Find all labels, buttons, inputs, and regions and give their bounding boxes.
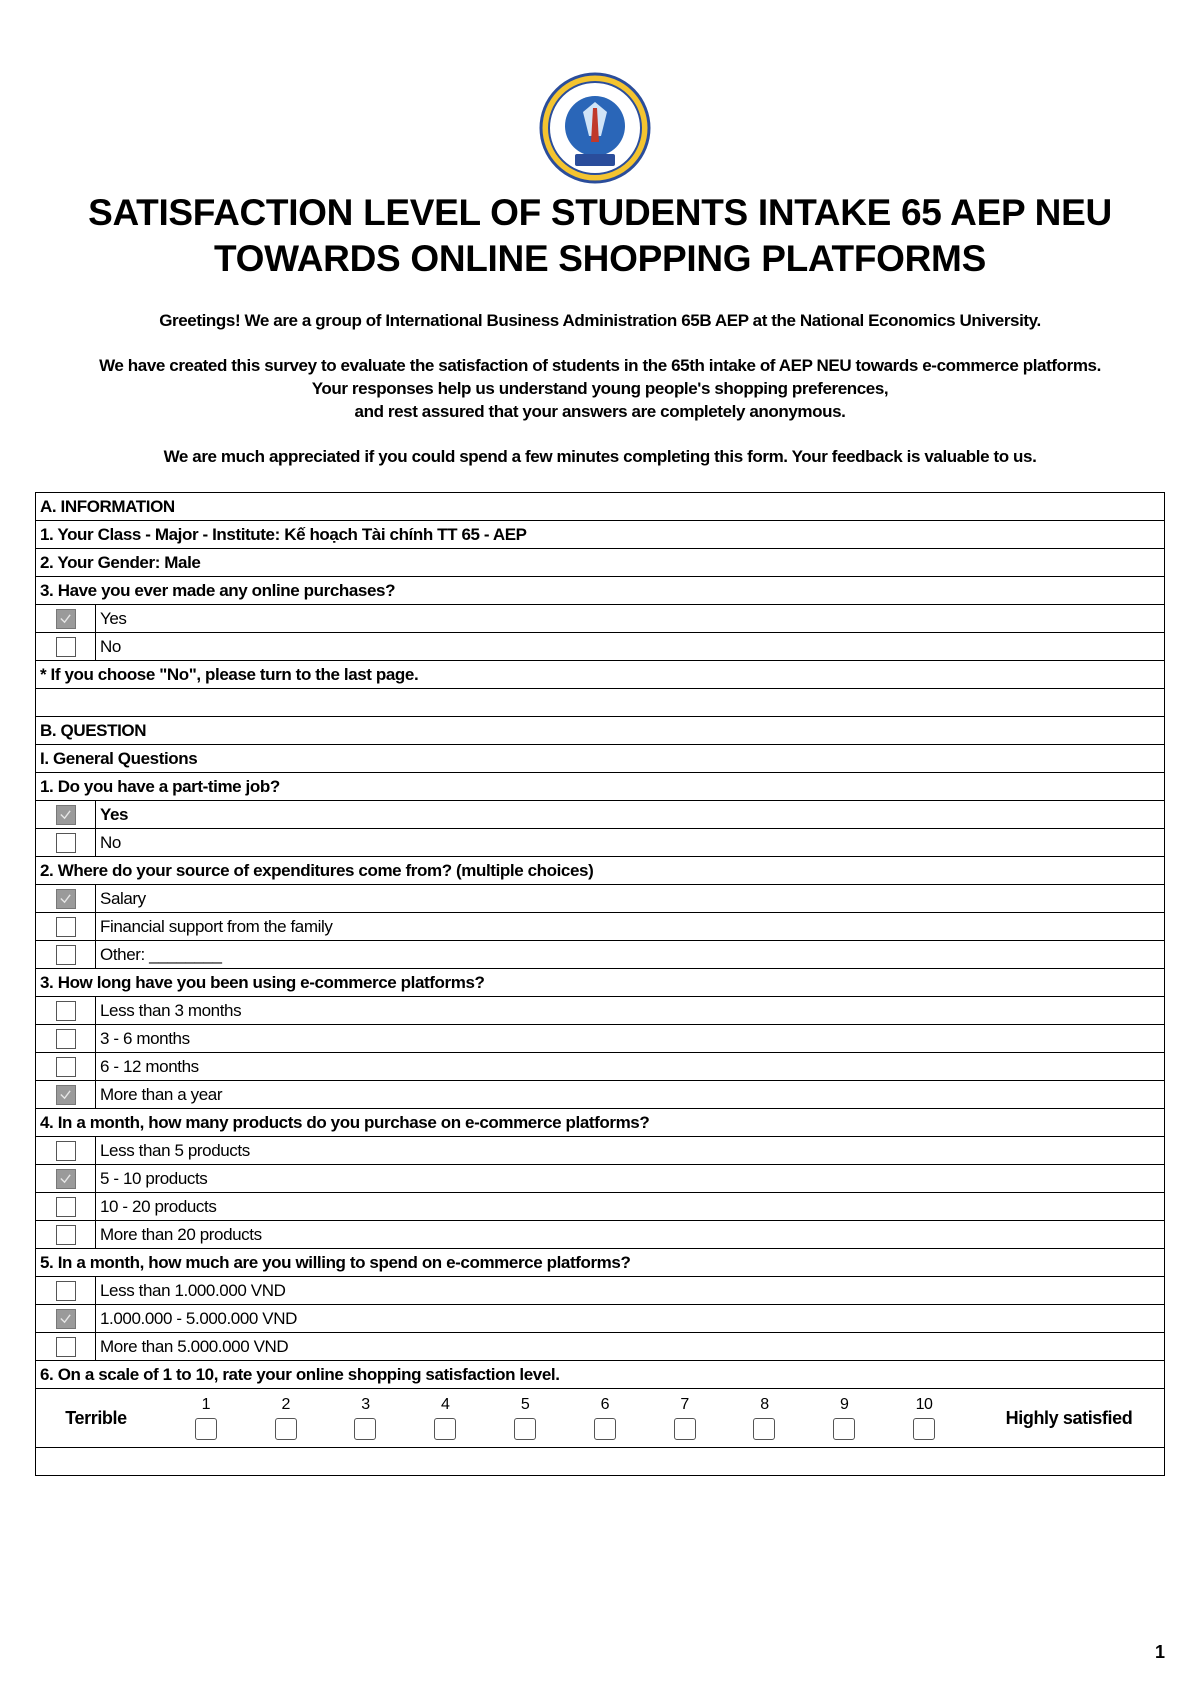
- scale-number: 3: [361, 1396, 370, 1413]
- checkbox[interactable]: [56, 1225, 76, 1245]
- option-row: [36, 1221, 1165, 1249]
- survey-form-table: [35, 492, 1165, 1476]
- option-row: [36, 997, 1165, 1025]
- checkbox[interactable]: [56, 637, 76, 657]
- option-label: 10 - 20 products: [96, 1193, 1165, 1221]
- checkbox[interactable]: [56, 945, 76, 965]
- option-row: [36, 1193, 1165, 1221]
- checkbox[interactable]: [56, 609, 76, 629]
- option-row: [36, 1053, 1165, 1081]
- option-row: [36, 633, 1165, 661]
- checkbox[interactable]: [833, 1418, 855, 1440]
- option-label: No: [96, 829, 1165, 857]
- checkbox[interactable]: [56, 1001, 76, 1021]
- option-row: [36, 605, 1165, 633]
- checkbox[interactable]: [56, 1029, 76, 1049]
- blank-row: [36, 1448, 1165, 1476]
- title-line-2: TOWARDS ONLINE SHOPPING PLATFORMS: [214, 238, 986, 279]
- checkbox[interactable]: [56, 1057, 76, 1077]
- option-row: [36, 801, 1165, 829]
- rating-scale: [36, 1389, 1164, 1447]
- scale-option: [354, 1396, 376, 1440]
- scale-option: [913, 1396, 935, 1440]
- option-label: Less than 3 months: [96, 997, 1165, 1025]
- scale-low-label: Terrible: [65, 1407, 127, 1428]
- page-number: 1: [1154, 1642, 1165, 1662]
- intro-purpose-2: Your responses help us understand young people's shopping preferences,: [311, 379, 889, 398]
- checkbox[interactable]: [674, 1418, 696, 1440]
- blank-row: [36, 689, 1165, 717]
- intro-greeting: Greetings! We are a group of International Business Administration 65B AEP at the National Economics University.: [159, 311, 1041, 330]
- checkbox[interactable]: [195, 1418, 217, 1440]
- checkbox[interactable]: [56, 833, 76, 853]
- checkbox[interactable]: [56, 917, 76, 937]
- scale-number: 5: [520, 1396, 530, 1413]
- scale-option: [594, 1396, 616, 1440]
- scale-option: [434, 1396, 456, 1440]
- section-b-heading: B. QUESTION: [36, 717, 1165, 745]
- option-row: [36, 1137, 1165, 1165]
- option-row: [36, 1165, 1165, 1193]
- scale-number: 6: [600, 1396, 610, 1413]
- option-label: Yes: [96, 605, 1165, 633]
- scale-option: [833, 1396, 855, 1440]
- option-label: More than 20 products: [96, 1221, 1165, 1249]
- intro-purpose-1: We have created this survey to evaluate the satisfaction of students in the 65th intake of AEP NEU towards e-commerce platforms.: [99, 356, 1101, 375]
- intro-purpose-3: and rest assured that your answers are completely anonymous.: [354, 402, 846, 421]
- option-label: 5 - 10 products: [96, 1165, 1165, 1193]
- scale-number: 2: [281, 1396, 290, 1413]
- scale-number: 9: [840, 1396, 849, 1413]
- option-label: More than 5.000.000 VND: [96, 1333, 1165, 1361]
- checkbox[interactable]: [56, 805, 76, 825]
- checkbox[interactable]: [56, 889, 76, 909]
- option-row: [36, 941, 1165, 969]
- title-line-1: SATISFACTION LEVEL OF STUDENTS INTAKE 65 AEP NEU: [88, 192, 1112, 233]
- scale-option: [275, 1396, 297, 1440]
- checkbox[interactable]: [56, 1197, 76, 1217]
- question-text: 4. In a month, how many products do you purchase on e-commerce platforms?: [36, 1109, 1165, 1137]
- checkbox[interactable]: [56, 1309, 76, 1329]
- rating-scale-row: [36, 1389, 1165, 1448]
- checkbox[interactable]: [753, 1418, 775, 1440]
- scale-option: [674, 1396, 696, 1440]
- option-label: 6 - 12 months: [96, 1053, 1165, 1081]
- skip-note: * If you choose "No", please turn to the last page.: [36, 661, 1165, 689]
- option-label: Other: ________: [96, 941, 1165, 969]
- question-text: 5. In a month, how much are you willing to spend on e-commerce platforms?: [36, 1249, 1165, 1277]
- intro-thanks: We are much appreciated if you could spend a few minutes completing this form. Your feedback is valuable to us.: [163, 447, 1037, 466]
- option-row: [36, 913, 1165, 941]
- scale-number: 7: [680, 1396, 689, 1413]
- option-label: 1.000.000 - 5.000.000 VND: [96, 1305, 1165, 1333]
- checkbox[interactable]: [514, 1418, 536, 1440]
- option-row: [36, 1277, 1165, 1305]
- checkbox[interactable]: [913, 1418, 935, 1440]
- option-label: Less than 1.000.000 VND: [96, 1277, 1165, 1305]
- question-text: 6. On a scale of 1 to 10, rate your online shopping satisfaction level.: [36, 1361, 1165, 1389]
- checkbox[interactable]: [56, 1085, 76, 1105]
- checkbox[interactable]: [434, 1418, 456, 1440]
- option-row: [36, 885, 1165, 913]
- scale-number: 4: [441, 1396, 450, 1413]
- scale-option: [514, 1396, 536, 1440]
- university-logo: [539, 72, 651, 184]
- option-row: [36, 1081, 1165, 1109]
- question-text: 3. How long have you been using e-commerce platforms?: [36, 969, 1165, 997]
- option-label: Financial support from the family: [96, 913, 1165, 941]
- scale-high-label: Highly satisfied: [1005, 1407, 1133, 1428]
- checkbox[interactable]: [56, 1337, 76, 1357]
- question-text: 2. Where do your source of expenditures come from? (multiple choices): [36, 857, 1165, 885]
- option-row: [36, 1305, 1165, 1333]
- checkbox[interactable]: [594, 1418, 616, 1440]
- checkbox[interactable]: [56, 1169, 76, 1189]
- form-title: [30, 190, 1170, 282]
- scale-option: [753, 1396, 775, 1440]
- option-row: [36, 829, 1165, 857]
- class-major-institute: 1. Your Class - Major - Institute: Kế hoạch Tài chính TT 65 - AEP: [36, 521, 1165, 549]
- checkbox[interactable]: [275, 1418, 297, 1440]
- general-questions-subheading: I. General Questions: [36, 745, 1165, 773]
- option-label: More than a year: [96, 1081, 1165, 1109]
- scale-option: [195, 1396, 217, 1440]
- scale-number: 1: [201, 1396, 211, 1413]
- option-label: Salary: [96, 885, 1165, 913]
- scale-number: 10: [915, 1396, 933, 1413]
- section-a-heading: A. INFORMATION: [36, 493, 1165, 521]
- option-row: [36, 1333, 1165, 1361]
- checkbox[interactable]: [354, 1418, 376, 1440]
- section-a-heading-row: [36, 493, 1165, 521]
- option-label: 3 - 6 months: [96, 1025, 1165, 1053]
- option-row: [36, 1025, 1165, 1053]
- question-text: 3. Have you ever made any online purchases?: [36, 577, 1165, 605]
- gender-line: 2. Your Gender: Male: [36, 549, 1165, 577]
- option-label: Yes: [96, 801, 1165, 829]
- option-label: No: [96, 633, 1165, 661]
- option-label: Less than 5 products: [96, 1137, 1165, 1165]
- question-text: 1. Do you have a part-time job?: [36, 773, 1165, 801]
- checkbox[interactable]: [56, 1141, 76, 1161]
- checkbox[interactable]: [56, 1281, 76, 1301]
- scale-number: 8: [760, 1396, 769, 1413]
